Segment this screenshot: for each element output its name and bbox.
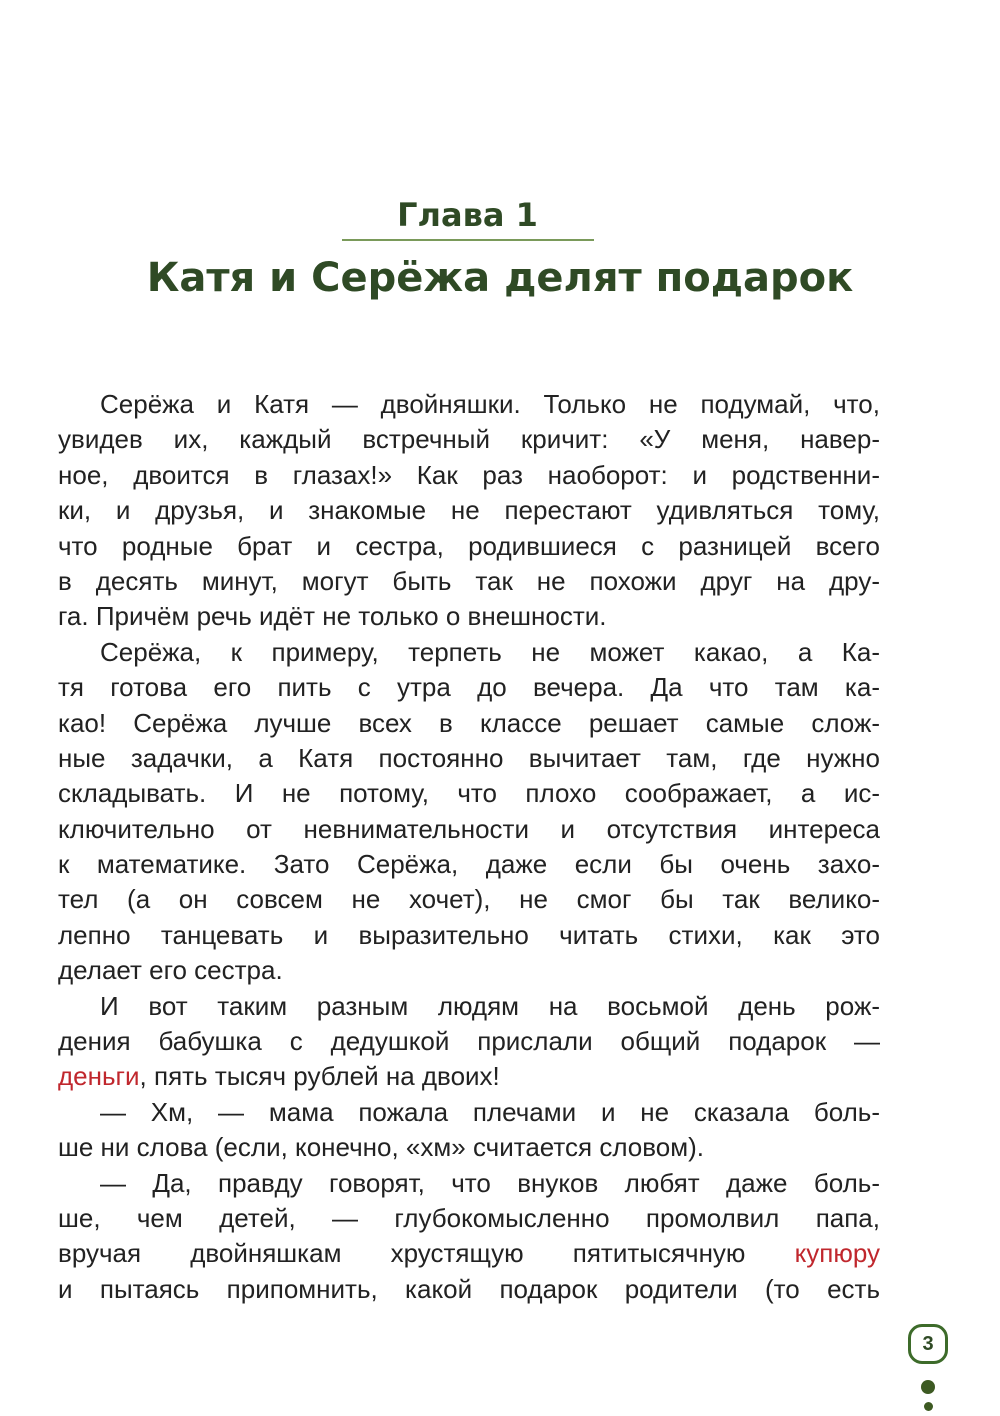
text-line: — Хм, — мама пожала плечами и не сказала боль- <box>100 1096 880 1127</box>
chapter-title: Катя и Серёжа делят подарок <box>146 255 854 301</box>
text-line: Серёжа и Катя — двойняшки. Только не подумай, что, <box>100 389 880 419</box>
text-line: складывать. И не потому, что плохо соображает, а ис- <box>58 778 880 809</box>
text-line: ше, чем детей, — глубокомысленно промолвил папа, <box>58 1202 880 1233</box>
text-line: что родные брат и сестра, родившиеся с разницей всего <box>58 530 880 561</box>
page-number-badge: 3 <box>908 1324 948 1364</box>
text-line: као! Серёжа лучше всех в классе решает самые слож- <box>58 707 880 738</box>
text-line: тел (а он совсем не хочет), не смог бы так велико- <box>58 884 880 915</box>
decorative-dot <box>921 1380 935 1394</box>
text-fragment: вручая двойняшкам хрустящую пятитысячную <box>58 1238 795 1269</box>
text-line: га. Причём речь идёт не только о внешности. <box>58 601 607 632</box>
text-line: ное, двоится в глазах!» Как раз наоборот: и родственни- <box>58 459 880 490</box>
text-line: — Да, правду говорят, что внуков любят даже боль- <box>100 1167 880 1198</box>
text-line: к математике. Зато Серёжа, даже если бы очень захо- <box>58 849 880 880</box>
text-line <box>58 1236 880 1271</box>
text-line: и пытаясь припомнить, какой подарок родители (то есть <box>58 1273 880 1304</box>
chapter-divider <box>342 239 594 241</box>
highlighted-term-dengi: деньги <box>58 1061 140 1092</box>
text-line: ключительно от невнимательности и отсутствия интереса <box>58 813 880 844</box>
text-line: увидев их, каждый встречный кричит: «У меня, навер- <box>58 424 880 455</box>
decorative-dot <box>924 1402 933 1411</box>
text-line: ки, и друзья, и знакомые не перестают удивляться тому, <box>58 495 880 526</box>
body-text <box>58 387 880 1307</box>
text-line: делает его сестра. <box>58 955 283 986</box>
chapter-label: Глава 1 <box>397 196 538 234</box>
text-line: ные задачки, а Катя постоянно вычитает там, где нужно <box>58 742 880 773</box>
text-fragment: , пять тысяч рублей на двоих! <box>139 1061 500 1092</box>
text-line: в десять минут, могут быть так не похожи друг на дру- <box>58 565 880 596</box>
text-line: тя готова его пить с утра до вечера. Да что там ка- <box>58 672 880 703</box>
highlighted-term-kupyura: купюру <box>794 1238 880 1269</box>
text-line: дения бабушка с дедушкой прислали общий подарок — <box>58 1026 880 1057</box>
text-line: лепно танцевать и выразительно читать стихи, как это <box>58 919 880 950</box>
text-line <box>58 1059 880 1094</box>
text-line: И вот таким разным людям на восьмой день рож- <box>100 990 880 1021</box>
text-line: Серёжа, к примеру, терпеть не может какао, а Ка- <box>100 636 880 667</box>
text-line: ше ни слова (если, конечно, «хм» считается словом). <box>58 1132 704 1163</box>
